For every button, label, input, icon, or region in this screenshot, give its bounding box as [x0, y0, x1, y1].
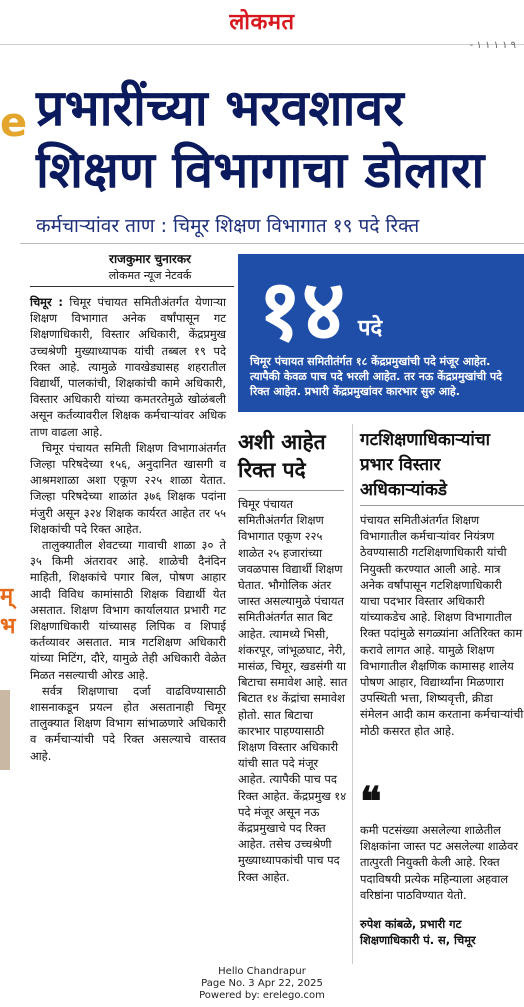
headline-line-1: प्रभारींच्या भरवशावर — [36, 79, 404, 137]
byline-name: राजकुमार चुनारकर — [109, 252, 191, 266]
footer-powered-by: Powered by: erelego.com — [199, 990, 325, 1001]
dateline: चिमूर : — [30, 295, 63, 309]
newspaper-logo: लोकमत — [229, 9, 295, 35]
divider — [360, 505, 524, 506]
cut-orange-char-1: म् — [0, 584, 14, 609]
paragraph — [30, 294, 226, 440]
cut-orange-char-2: भ — [0, 614, 16, 639]
stat-unit: पदे — [358, 316, 383, 341]
section-heading-vacancies — [238, 428, 348, 484]
divider — [20, 243, 524, 244]
column-divider — [352, 424, 353, 964]
quote-attribution: रुपेश कांबळे, प्रभारी गट शिक्षणाधिकारी पं. स, चिमूर — [360, 917, 476, 948]
paragraph: तालुक्यातील शेवटच्या गावाची शाळा ३० ते ३५ किमी अंतरावर आहे. शाळेची दैनंदिन माहिती, शिक्षकांचे पगार बिल, पोषण आहार आदी विविध कामांसाठी शिक्षक विद्यार्थी येत असतात. शिक्षण विभाग कार्यालयात प्रभारी गट शिक्षणाधिकारी यांच्यासह लिपिक व शिपाई कर्तव्यावर असतात. मात्र गटशिक्षण अधिकारी यांच्या मिटिंग, दौरे, यामुळे तेही अधिकारी वेळेत मिळत नसल्याची ओरड आहे. — [30, 538, 226, 682]
paragraph-text: चिमूर पंचायत समितीअंतर्गत येणाऱ्या शिक्षण विभागात अनेक वर्षांपासून गट शिक्षणाधिकारी, विस्तार अधिकारी, केंद्रप्रमुख उच्चश्रेणी मुख्याध्यापक यांची तब्बल १९ पदे रिक्त आहे. त्यामुळे गावखेड्यासह शहरातील विद्यार्थी, पालकांची, शिक्षकांची कामे अधिकारी, विस्तार अधिकारी यांच्या कमतरतेमुळे खोळंबली असून कर्तव्यावरील शिक्षक कर्मचाऱ्यांवर अधिक ताण वाढला आहे. — [30, 295, 226, 439]
quote-icon: ❝ — [360, 778, 382, 825]
cut-letter-top: e — [0, 100, 28, 146]
byline-agency: लोकमत न्यूज नेटवर्क — [108, 269, 192, 282]
heading-line: अशी आहेत — [238, 430, 326, 454]
divider — [238, 490, 344, 491]
heading-line: रिक्त पदे — [238, 458, 306, 482]
paragraph: चिमूर पंचायत समिती शिक्षण विभागाअंतर्गत जिल्हा परिषदेच्या १५६, अनुदानित खासगी व आश्रमशाळा अशा एकूण २२५ शाळा येतात. जिल्हा परिषदेच्या शाळांत ३७६ शिक्षक पदांना मंजुरी असून ३२४ शिक्षक कार्यरत आहेत तर ५५ शिक्षकांची पदे रिक्त आहेत. — [30, 440, 226, 536]
cut-orange-block — [0, 582, 16, 672]
stat-number: १४ — [258, 261, 346, 359]
cut-text-fragment: - ٩ ١ ١ ١ ١ — [469, 40, 516, 51]
divider — [30, 286, 234, 287]
cut-photo — [0, 690, 10, 770]
section-body-charge: पंचायत समितीअंतर्गत शिक्षण विभागातील कर्मचाऱ्यांवर नियंत्रण ठेवण्यासाठी गटशिक्षणाधिकारी यांची नियुक्ती करण्यात आली आहे. मात्र अनेक वर्षांपासून गटशिक्षणाधिकारी याचा पदभार विस्तार अधिकारी यांच्याकडेच आहे. शिक्षण विभागातील रिक्त पदांमुळे सगळ्यांना अतिरिक्त काम करावे लागत आहे. यामुळे शिक्षण विभागातील शैक्षणिक कामासह शालेय पोषण आहार, विद्यार्थ्यांना मिळणारा उपस्थिती भत्ता, शिष्यवृत्ती, क्रीडा संमेलन आदी काम करताना कर्मचाऱ्यांची मोठी कसरत होत आहे. — [360, 513, 524, 738]
quote-text: कमी पटसंख्या असलेल्या शाळेतील शिक्षकांना जास्त पट असलेल्या शाळेवर तात्पुरती नियुक्ती केली आहे. रिक्त पदाविषयी प्रत्येक महिन्याला अहवाल वरिष्ठांना पाठविण्यात येतो. — [360, 823, 519, 902]
page-footer — [0, 958, 524, 1007]
section-heading-charge: गटशिक्षणाधिकाऱ्यांचा प्रभार विस्तार अधिकाऱ्यांकडे — [360, 430, 491, 500]
section-body-vacancies: चिमूर पंचायत समितीअंतर्गत शिक्षण विभागात एकूण २२५ शाळेत २५ हजारांच्या जवळपास विद्यार्थी शिक्षण घेतात. भौगोलिक अंतर जास्त असल्यामुळे पंचायत समितीअंतर्गत सात बिट आहेत. त्यामध्ये भिसी, शंकरपूर, जांभूळघाट, नेरी, मासंळ, चिमूर, खडसंगी या बिटाचा समावेश आहे. सात बिटात १४ केंद्रांचा समावेश होतो. सात बिटाचा कारभार पाहण्यासाठी शिक्षण विस्तार अधिकारी यांची सात पदे मंजूर आहेत. त्यापैकी पाच पद रिक्त आहेत. केंद्रप्रमुख १४ पदे मंजूर असून नऊ केंद्रप्रमुखाचे पद रिक्त आहेत. तसेच उच्चश्रेणी मुख्याध्यापकांची पाच पद रिक्त आहेत. — [238, 497, 348, 884]
stat-description: चिमूर पंचायत समितीतंर्गत १८ केंद्रप्रमुखांची पदे मंजूर आहेत. त्यापैकी केवळ पाच पदे भरली आहेत. तर नऊ केंद्रप्रमुखांची पदे रिक्त आहेत. प्रभारी केंद्रप्रमुखांवर कारभार सुरु आहे. — [250, 355, 502, 398]
subheadline: कर्मचाऱ्यांवर ताण : चिमूर शिक्षण विभागात १९ पदे रिक्त — [36, 215, 420, 237]
footer-edition: Hello Chandrapur — [218, 966, 306, 977]
headline-line-2: शिक्षण विभागाचा डोलारा — [36, 141, 485, 199]
paragraph: सर्वत्र शिक्षणाचा दर्जा वाढविण्यासाठी शासनाकडून प्रयत्न होत असतानाही चिमूर तालुक्यात शिक्षण विभाग सांभाळणारे अधिकारी व कर्मचाऱ्यांची पदे रिक्त असल्याचे वास्तव आहे. — [30, 683, 226, 763]
footer-page-date: Page No. 3 Apr 22, 2025 — [201, 978, 323, 989]
article-body-left — [30, 294, 226, 764]
